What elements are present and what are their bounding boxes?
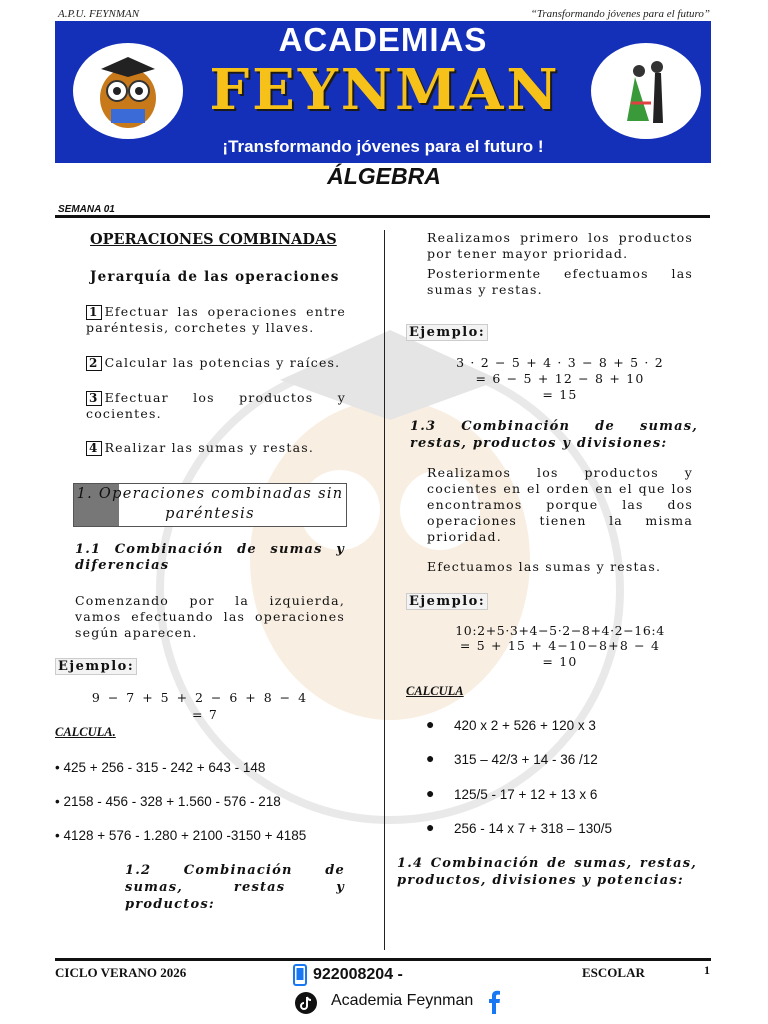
right-paragraph-1: Realizamos primero los productos por tener mayor prioridad. [427,230,693,261]
section-1-box [73,483,347,527]
step-text: Realizar las sumas y restas. [104,440,315,455]
right-paragraph-2: Posteriormente efectuamos las sumas y restas. [427,266,693,297]
section-1-title: 1. Operaciones combinadas sin paréntesis [76,486,344,522]
step-text: Calcular las potencias y raíces. [104,355,341,370]
step-text: Efectuar los productos y cocientes. [86,390,346,421]
header-left-text: A.P.U. FEYNMAN [58,8,140,20]
step-number: 4 [86,441,102,456]
banner-brand: FEYNMAN [209,57,561,123]
exercise-item: ● 315 – 42/3 + 14 - 36 /12 [426,750,598,767]
owl-icon [73,43,183,139]
step-text: Efectuar las operaciones entre paréntesis, corchetes y llaves. [86,304,346,335]
example-label: Ejemplo: [55,655,137,674]
bullet-icon: ● [426,716,435,732]
bottom-divider [55,958,711,961]
step-3 [86,390,346,422]
example-line-1: 9 − 7 + 5 + 2 − 6 + 8 − 4 [91,690,309,705]
week-label: SEMANA 01 [58,204,115,215]
subsection-1-1-text: Comenzando por la izquierda, vamos efectuando las operaciones según aparecen. [75,593,345,640]
right-paragraph-4: Efectuamos las sumas y restas. [427,559,662,574]
step-4 [86,440,346,456]
footer-cycle: CICLO VERANO 2026 [55,965,187,980]
section-heading: OPERACIONES COMBINADAS [90,231,337,248]
step-2 [86,355,346,371]
example-2-line-3: = 10 [542,654,578,669]
facebook-icon[interactable] [487,990,501,1014]
step-number: 1 [86,305,102,320]
top-divider [55,215,710,218]
step-1 [86,304,346,336]
exercise-item: • 425 + 256 - 315 - 242 + 643 - 148 [55,760,266,775]
bullet-icon: ● [426,785,435,801]
subsection-1-3: 1.3 Combinación de sumas, restas, productos y divisiones: [410,419,698,451]
example-1-line-2: = 6 − 5 + 12 − 8 + 10 [475,371,645,386]
page-number: 1 [704,963,710,977]
hierarchy-subheading: Jerarquía de las operaciones [90,269,340,285]
calcula-label: CALCULA [406,684,464,698]
example-2-line-2: = 5 + 15 + 4−10−8+8 − 4 [459,638,661,653]
bullet-icon: ● [426,819,435,835]
right-paragraph-3: Realizamos los productos y cocientes en el orden en el que los encontramos porque las dos operaciones tienen la misma prioridad. [427,465,693,544]
footer-level: ESCOLAR [582,965,645,980]
step-number: 2 [86,356,102,371]
tiktok-icon[interactable] [295,992,317,1014]
footer-phone: 922008204 - [313,966,403,983]
subsection-1-4: 1.4 Combinación de sumas, restas, productos, divisiones y potencias: [397,856,697,888]
dancers-icon [591,43,701,139]
subsection-1-2: 1.2 Combinación de sumas, restas y productos: [125,863,345,912]
banner-slogan: ¡Transformando jóvenes para el futuro ! [222,137,544,156]
subsection-1-1: 1.1 Combinación de sumas y diferencias [75,542,345,573]
exercise-item: ● 125/5 - 17 + 12 + 13 x 6 [426,785,598,802]
page-title: ÁLGEBRA [327,163,441,189]
example-line-2: = 7 [192,707,218,722]
exercise-item: • 2158 - 456 - 328 + 1.560 - 576 - 218 [55,794,281,809]
example-2-line-1: 10:2+5·3+4−5·2−8+4·2−16:4 [455,623,665,638]
example-label: Ejemplo: [406,590,488,609]
calcula-label: CALCULA. [55,725,116,739]
example-label: Ejemplo: [406,321,488,340]
step-number: 3 [86,391,102,406]
dancers-logo [591,43,701,139]
owl-logo [73,43,183,139]
banner [55,21,711,163]
example-1-line-1: 3 · 2 − 5 + 4 · 3 − 8 + 5 · 2 [456,355,664,370]
footer-social-name: Academia Feynman [331,992,474,1009]
exercise-item: ● 420 x 2 + 526 + 120 x 3 [426,716,596,733]
bullet-icon: ● [426,750,435,766]
exercise-item: ● 256 - 14 x 7 + 318 – 130/5 [426,819,612,836]
phone-icon [293,964,307,986]
example-1-line-3: = 15 [542,387,578,402]
header-right-text: “Transformando jóvenes para el futuro” [530,8,710,20]
exercise-item: • 4128 + 576 - 1.280 + 2100 -3150 + 4185 [55,828,307,843]
banner-top-text: ACADEMIAS [278,21,488,58]
column-divider [384,230,385,950]
